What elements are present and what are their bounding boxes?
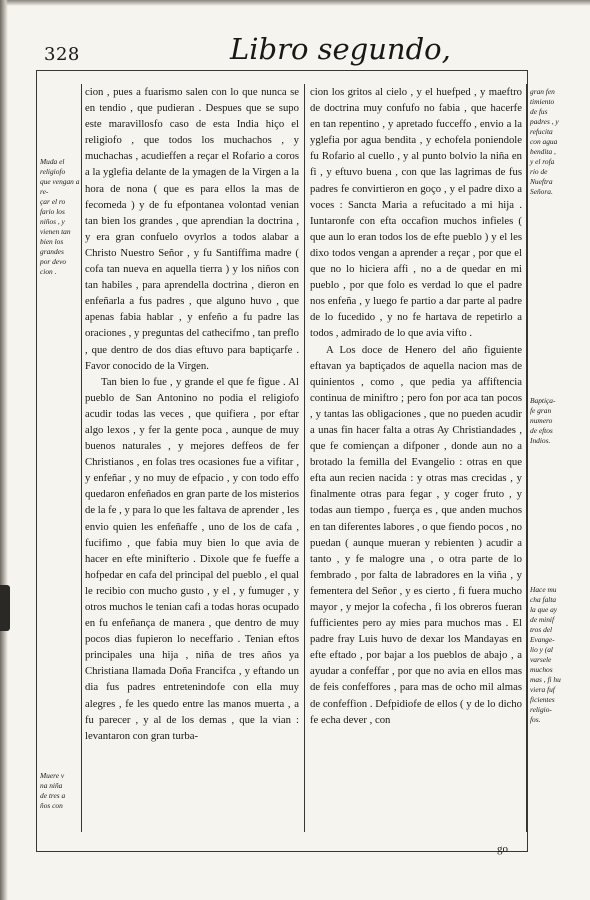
margin-note: Baptiça- fe gran numero de eftos Indios. — [530, 396, 556, 445]
paragraph: Tan bien lo fue , y grande el que fe figue . Al pueblo de San Antonino no podia el religiofo acudir todas las veces , que quifiera , por eftar algo lexos , y fer la gente poca , aunque de muy buenos naturales , y mejores deffeos de fer Christianos , en folas tres ocasiones fue a vifitar , y enfeñar , y no muy de efpacio , y con todo effo quedaron enfeñados en gran parte de los misterios de la fe , y para lo que les faltava de aprender , les envio quien les enfeñaffe , uno de los de cafa , fucifimo , que fabia muy bien lo que avia de hacer en efte minifterio . Dixole que fe fueffe a hofpedar en cafa del principal del pueblo , el qual le recibio con mucho gusto , y el , y fumuger , y otros muchos le tenian cafi a todas horas ocupado en fu enfeñança de manera , que dentro de muy pocos dias fupieron lo neceffario . Tenian eftos principales una hija , niña de tres años ya Christiana llamada Doña Francifca , y eftando un dia fus padres entretenindofe con ella muy alegres , fe les quedo entre las manos muerta , a fu parecer , y al de los demas , que la vian : levantaron con gran turba- — [85, 375, 299, 742]
page-top-shadow — [0, 0, 590, 6]
margin-note: Muda el religiofo que vengan a re- çar el ro fario los niños , y vienen tan bien los grandes por devo cion . — [40, 157, 80, 276]
column-divider-rule — [304, 84, 305, 832]
left-margin-rule — [81, 84, 82, 832]
margin-note: Muere v na niña de tres a ños con — [40, 771, 66, 810]
paragraph: cion , pues a fuarismo salen con lo que nunca se en tendio , que pudieran . Despues que se supo este maravillosfo caso de esta India hiço el religiofo , que todos los muchachos , y muchachas , acudieffen a reçar el Rofario a coros a la yglefia delante de la ymagen de la Virgen a la hora de nona ( que es para ellos la mas de fecomeda ) y de fu efpontanea volontad venian tan bien los grandes , que aprendian la doctrina , y era gran confuelo ovyrlos a todos alabar a Christo Nuestro Señor , y fu Santiffima madre ( cofa tan nueva en aquella tierra ) y los niños con tan habiles , para aprendella doctrina , dieron en enfeñarla a fus padres , que alguno huvo , que apenas fabia hablar , y enfeño a fu padre las oraciones , y preguntas del cathecifmo , tan preflo , que dentro de dos dias eftuvo para baptiçarfe . Favor conocido de la Virgen. — [85, 86, 299, 372]
margin-note: Hace mu cha falta la que ay de minif tros del Evange- lio y (al varsele muchos mas , fi hu viera fuf ficientes religio- fos. — [530, 585, 561, 724]
left-text-column — [85, 84, 299, 744]
page-edge-shadow — [0, 0, 8, 900]
binding-clip — [0, 585, 10, 631]
right-margin-rule — [526, 84, 527, 832]
running-title: Libro segundo, — [230, 32, 451, 66]
paragraph: A Los doce de Henero del año figuiente eftavan ya baptiçados de aquella nacion mas de quinientos , como , que pedia ya affiftencia continua de miniftro ; pero fon por aca tan pocos , y tantas las obligaciones , que no pueden acudir a unas fin hacer falta a otras Ay Christiandades , que fe comiençan a difponer , donde aun no a brotado la femilla del Evangelio : otras en que efta aun recien nacida : y otras mas crecidas , y finalmente otras para fegar , y coger fruto , y todas aun tiempo , fuerça es , que anden muchos en tan diferentes labores , o que fiendo pocos , no puedan ( aunque mueran y rebienten ) acudir a tanto , y fe malogre una , o otra parte de lo fembrado , por falta de labradores en la viña , y fementera del Señor , y es cierto , fi fuera mucho mayor , y mejor la cofecha , fi los obreros fueran fufficientes pero ay mies para muchos mas . El padre fray Luis huvo de dexar los Mandayas en efte eftado , por bajar a los pueblos de abajo , a ayudar a confeffar , por que no avia en ellos mas de feis confeffores , para mas de ocho mil almas de confeffion . Defpidiofe de ellos ( y de lo dicho fe echa dever , con — [310, 343, 522, 726]
paragraph: cion los gritos al cielo , y el huefped , y maeftro de doctrina muy confufo no fabia , que hacerfe en tan repentino , y apretado fucceffo , envio a la yglefia por agua bendita , y echofela poniendole fu Rofario al cuello , y al punto bolvio la niña en fi , y eftuvo buena , con que las lagrimas de fus padres fe convirtieron en goço , y el padre dixo a voces : Sancta Maria a refucitado a mi hija . Iuntaronfe con efta occafion muchos infieles ( que aun lo eran todos los de efte pueblo ) y el les dixo todos vengan a aprender a reçar , por que el que no lo hiciera affi , no a de quedar en mi pueblo , por que folo es verdad lo que el padre nos enfeña , y luego fe partio a dar parte al padre de lo fucedido , y no fe hartava de repetirlo a todos , admirado de lo que avia vifto . — [310, 86, 522, 340]
margin-note: gran fen timiento de fus padres , y refucita con agua bendita , y el rofa rio de Nueftra Señora. — [530, 87, 559, 196]
right-text-column — [310, 84, 522, 728]
page-number: 328 — [44, 44, 80, 65]
catchword: go — [497, 843, 508, 855]
